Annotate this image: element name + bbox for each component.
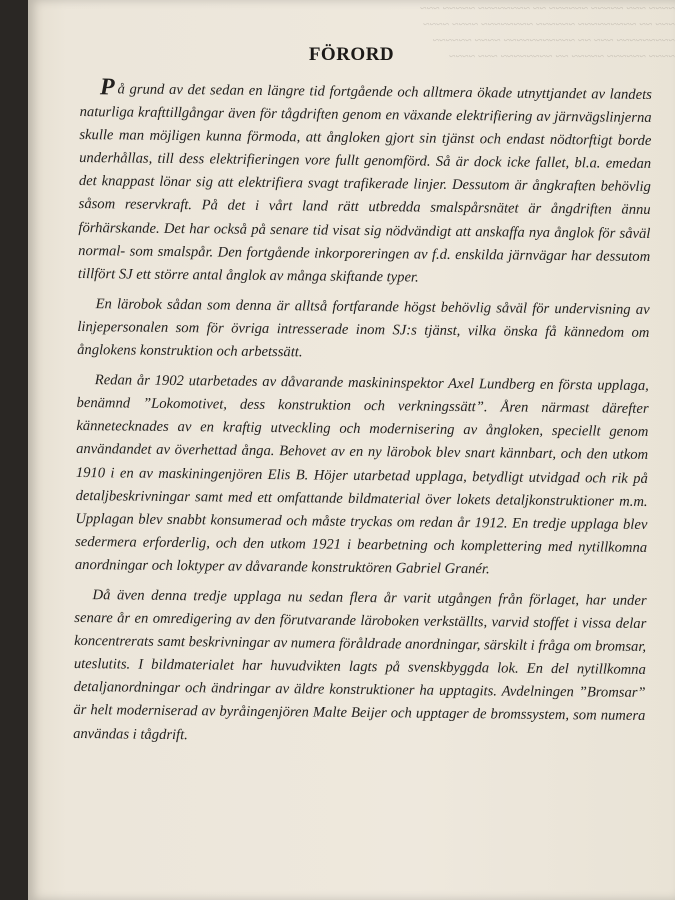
- foreword-body: [73, 74, 652, 759]
- book-page: [28, 0, 675, 900]
- page-title: FÖRORD: [308, 44, 395, 65]
- paragraph-1: [77, 74, 652, 292]
- paragraph-1-text: å grund av det sedan en längre tid fortgående och alltmera ökade utnyttjandet av landets naturliga krafttillgångar även för tågdriften genom en växande elektrifiering av järnvägslinjerna skulle man möjligen kunna förmoda, att ångloken gjort sin tjänst och endast nödtorftigt borde underhållas, till dess elektrifieringen vore fullt genomförd. Så är dock icke fallet, bl.a. emedan det knappast lönar sig att elektrifiera svagt trafikerade linjer. Dessutom är ångkraften behövlig såsom reservkraft. På det i vårt land rätt utbredda smalspårsnätet är ångdriften ännu förhärskande. Det har också på senare tid visat sig nödvändigt att anskaffa nya ånglok för såväl normal- som smalspår. Den fortgående inkorporeringen av f.d. enskilda järnvägar har dessutom tillfört SJ ett större antal ånglok av många skiftande typer.: [77, 81, 652, 286]
- bleed-through-text: ~~~~ ~~~ ~~~~~ ~~~~~~ ~~ ~~~~~~~~ ~~~~~ ~~~ ~~~ ~~ ~~~~~~~~~ ~~~~~~ ~~~~~~~~ ~~~~ ~~~~ ~~~~~~~~~ ~~~ ~~ ~~~~~~~~~~~ ~~~~ ~~~~~~ ~~~~ ~~~~~~ ~~~~~ ~~ ~~~~~~~~ ~~~ ~~~~: [420, 1, 675, 63]
- paragraph-2: En lärobok sådan som denna är alltså fortfarande högst behövlig såväl för undervisning av linjepersonalen som för övriga intresserade inom SJ:s tjänst, vilka önska få kännedom om ånglokens konstruktion och arbetssätt.: [77, 296, 650, 361]
- paragraph-3: Redan år 1902 utarbetades av dåvarande maskininspektor Axel Lundberg en första upplaga, benämnd ”Lokomotivet, dess konstruktion och verkningssätt”. Åren närmast därefter kännetecknades av en kraftig utveckling och modernisering av ångloken, speciellt genom användandet av överhettad ånga. Behovet av en ny lärobok blev snart kännbart, och den utkom 1910 i en av maskiningenjören Elis B. Höjer utarbetad upplaga, betydligt utvidgad och rik på detaljbeskrivningar samt med ett omfattande bildmaterial över lokets detaljkonstruktioner m.m. Upplagan blev snabbt konsumerad och måste tryckas om redan år 1912. En tredje upplaga blev sedermera erforderlig, och den utkom 1921 i bearbetning och komplettering med nytillkomna anordningar och loktyper av dåvarande konstruktören Gabriel Granér.: [74, 372, 649, 578]
- drop-cap: P: [99, 74, 115, 101]
- paragraph-4: Då även denna tredje upplaga nu sedan flera år varit utgången från förlaget, har under senare år en omredigering av den förutvarande läroboken verkställts, varvid stoffet i vissa delar koncentrerats samt beskrivningar av numera föråldrade anordningar, särskilt i fråga om bromsar, uteslutits. I bildmaterialet har huvudvikten lagts på svenskbyggda lok. En del nytillkomna detaljanordningar och ändringar av äldre konstruktioner ha upptagits. Avdelningen ”Bromsar” är helt moderniserad av byråingenjören Malte Beijer och upptager de bromssystem, som numera användas i tågdrift.: [73, 587, 647, 743]
